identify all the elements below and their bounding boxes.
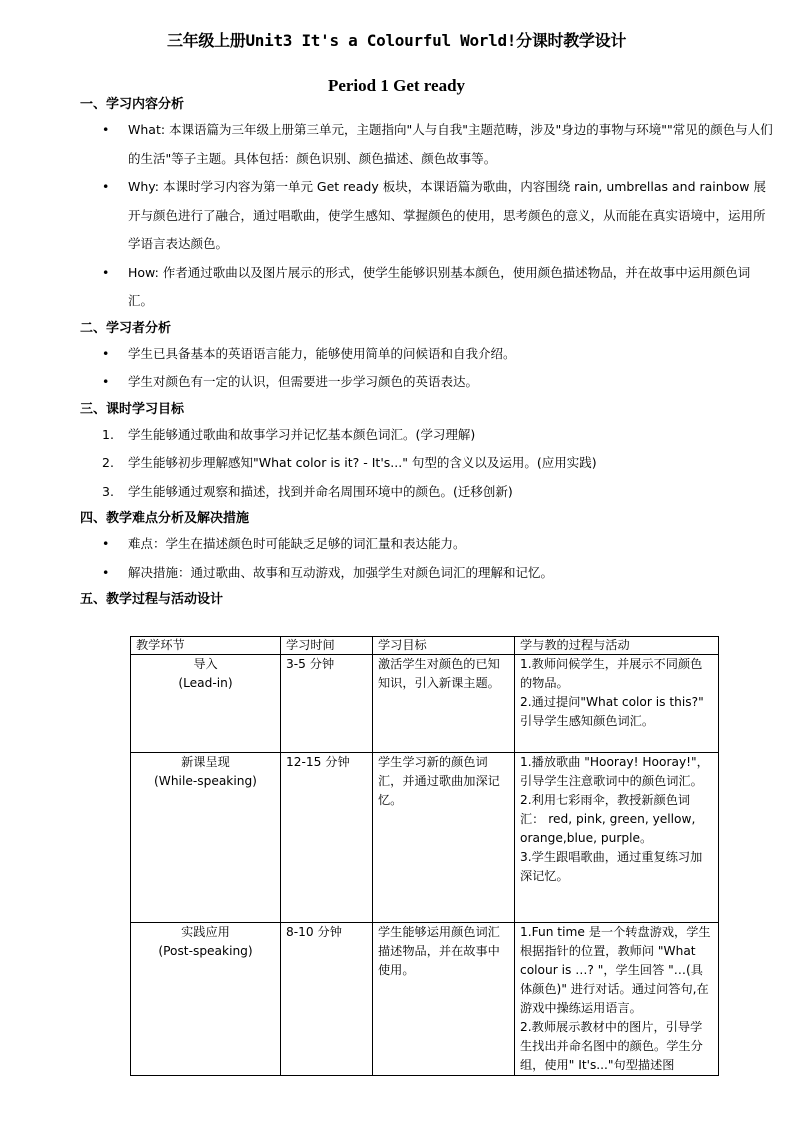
activities-cell: 1.Fun time 是一个转盘游戏，学生根据指针的位置，教师问 "What colour is …? "，学生回答 "…(具体颜色)" 进行对话。通过问答句,在游戏中操练运用语言。 2.教师展示教材中的图片，引导学生找出并命名图中的颜色。学生分组，使用" It's..."句型描述图 (515, 923, 719, 1076)
goal-cell: 激活学生对颜色的已知知识，引入新课主题。 (373, 655, 515, 753)
section-heading-content-analysis: 一、学习内容分析 (80, 97, 185, 112)
section-heading-difficulties: 四、教学难点分析及解决措施 (80, 511, 250, 526)
section-heading-learning-goals: 三、课时学习目标 (80, 401, 185, 417)
document-body (80, 96, 780, 611)
list-number: 3. (102, 483, 114, 499)
table-header-row (131, 637, 719, 655)
time-cell: 8-10 分钟 (281, 923, 373, 1076)
section-heading-learner-analysis: 二、学习者分析 (80, 320, 172, 336)
activities-cell: 1.教师问候学生，并展示不同颜色的物品。 2.通过提问"What color is this?" 引导学生感知颜色词汇。 (515, 655, 719, 753)
bullet-icon: • (102, 536, 110, 551)
stage-cell: 新课呈现 (While-speaking) (131, 753, 281, 923)
list-number: 2. (102, 455, 114, 470)
header-goal: 学习目标 (373, 637, 515, 655)
content-analysis-list (80, 116, 780, 316)
list-item: 1. 学生能够通过歌曲和故事学习并记忆基本颜色词汇。(学习理解) (80, 421, 774, 450)
table-row (131, 753, 719, 923)
list-number: 1. (102, 426, 114, 442)
bullet-icon: • (102, 179, 110, 194)
table-row (131, 923, 719, 1076)
list-item: • 解决措施：通过歌曲、故事和互动游戏，加强学生对颜色词汇的理解和记忆。 (80, 559, 774, 588)
bullet-icon: • (102, 345, 110, 361)
list-item: 3. 学生能够通过观察和描述，找到并命名周围环境中的颜色。(迁移创新) (80, 478, 774, 507)
period-heading: Period 1 Get ready (327, 76, 466, 95)
stage-cell: 实践应用 (Post-speaking) (131, 923, 281, 1076)
list-item: • 难点：学生在描述颜色时可能缺乏足够的词汇量和表达能力。 (80, 530, 774, 559)
section-heading-teaching-process: 五、教学过程与活动设计 (80, 592, 224, 607)
table-row (131, 655, 719, 753)
header-time: 学习时间 (281, 637, 373, 655)
bullet-icon: • (102, 564, 110, 580)
goal-cell: 学生能够运用颜色词汇描述物品，并在故事中使用。 (373, 923, 515, 1076)
header-stage: 教学环节 (131, 637, 281, 655)
bullet-icon: • (102, 374, 110, 389)
bullet-icon: • (102, 122, 110, 137)
teaching-process-table (130, 636, 719, 1076)
goal-cell: 学生学习新的颜色词汇，并通过歌曲加深记忆。 (373, 753, 515, 923)
list-item: • 学生已具备基本的英语语言能力，能够使用简单的问候语和自我介绍。 (80, 340, 774, 369)
list-item: • 学生对颜色有一定的认识，但需要进一步学习颜色的英语表达。 (80, 368, 774, 397)
stage-cell: 导入 (Lead-in) (131, 655, 281, 753)
header-activities: 学与教的过程与活动 (515, 637, 719, 655)
time-cell: 3-5 分钟 (281, 655, 373, 753)
document-title: 三年级上册Unit3 It's a Colourful World!分课时教学设计 (166, 31, 627, 50)
list-item: • How: 作者通过歌曲以及图片展示的形式，使学生能够识别基本颜色，使用颜色描述物品，并在故事中运用颜色词汇。 (80, 259, 774, 316)
list-item: 2. 学生能够初步理解感知"What color is it? - It's..." 句型的含义以及运用。(应用实践) (80, 449, 774, 478)
bullet-icon: • (102, 264, 110, 280)
list-item: • What: 本课语篇为三年级上册第三单元，主题指向"人与自我"主题范畴，涉及"身边的事物与环境""常见的颜色与人们的生活"等子主题。具体包括：颜色识别、颜色描述、颜色故事等。 (80, 116, 774, 173)
time-cell: 12-15 分钟 (281, 753, 373, 923)
learning-goals-list (80, 421, 780, 507)
learner-analysis-list (80, 340, 780, 397)
list-item: • Why: 本课时学习内容为第一单元 Get ready 板块，本课语篇为歌曲，内容围绕 rain, umbrellas and rainbow 展开与颜色进行了融合，通过唱歌曲，使学生感知、掌握颜色的使用，思考颜色的意义，从而能在真实语境中，运用所学语言表达颜色。 (80, 173, 774, 259)
activities-cell: 1.播放歌曲 "Hooray! Hooray!"，引导学生注意歌词中的颜色词汇。 2.利用七彩雨伞，教授新颜色词汇： red, pink, green, yellow, orange,blue, purple。 3.学生跟唱歌曲，通过重复练习加深记忆。 (515, 753, 719, 923)
difficulties-list (80, 530, 780, 587)
